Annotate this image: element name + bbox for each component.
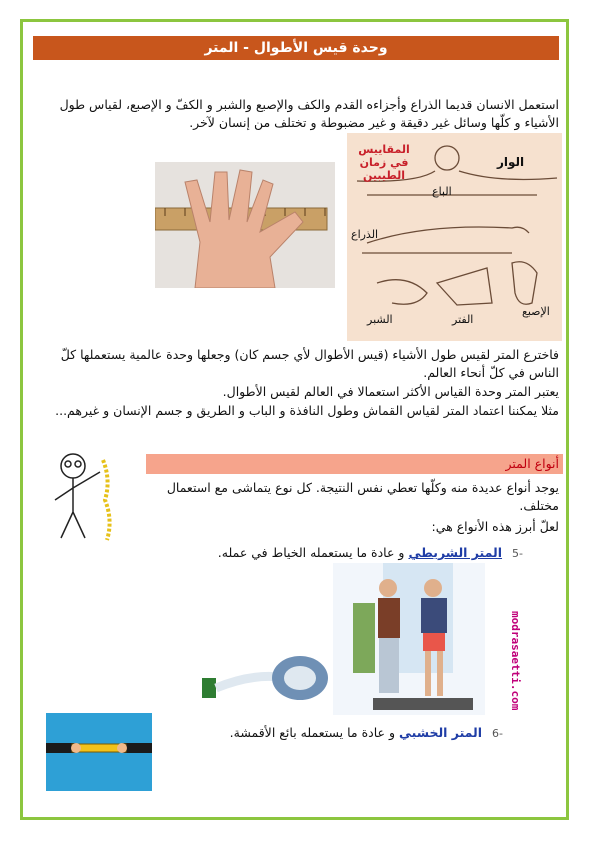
wooden-ruler-image (46, 713, 152, 791)
label-dhiraa: الذراع (351, 228, 379, 241)
item-name: المتر الشريطي (408, 545, 503, 560)
illustration-heading: المقاييس في زمان الطيبين (358, 143, 410, 182)
tailor-image (333, 563, 485, 715)
item-number: -6 (492, 727, 503, 740)
paragraph-examples: مثلا يمكننا اعتماد المتر لقياس القماش وطول النافذة و الباب و الطريق و جسم الإنسان و غيرهم... (55, 403, 559, 418)
watermark: modrasaetti.com (509, 610, 522, 710)
label-war: الوار (497, 155, 525, 169)
section-paragraph-types: يوجد أنواع عديدة منه وكلّها تعطي نفس النتيجة. كل نوع يتماشى مع استعمال مختلف. (166, 480, 559, 513)
label-baa: الباع (432, 185, 452, 198)
label-isbaa: الإصبع (522, 305, 550, 318)
paragraph-most-used: يعتبر المتر وحدة القياس الأكثر استعمالا في العالم لقيس الأطوال. (222, 384, 559, 399)
item-text: و عادة ما يستعمله بائع الأقمشة. (229, 725, 395, 740)
hand-ruler-image (155, 162, 335, 288)
item-number: -5 (512, 547, 523, 560)
label-fitr: الفتر (452, 313, 474, 326)
body-measures-illustration (347, 133, 562, 341)
tape-measure-image (200, 640, 330, 710)
label-shibr: الشبر (367, 313, 393, 326)
section-paragraph-main-types: لعلّ أبرز هذه الأنواع هي: (431, 519, 559, 534)
list-item-tape-measure (218, 545, 523, 560)
page-title: وحدة قيس الأطوال - المتر (33, 36, 559, 60)
item-name: المتر الخشبي (398, 725, 483, 740)
stick-figure-image (45, 450, 123, 542)
section-title-types: أنواع المتر (146, 454, 563, 474)
list-item-wooden-meter (230, 725, 503, 740)
item-text: و عادة ما يستعمله الخياط في عمله. (217, 545, 405, 560)
paragraph-invention: فاخترع المتر لقيس طول الأشياء (قيس الأطوال لأي جسم كان) وجعلها وحدة عالمية يستعملها كلّ الناس في كلّ أنحاء العالم. (60, 347, 559, 380)
intro-paragraph: استعمل الانسان قديما الذراع وأجزاءه القدم والكف والإصبع والشبر و الكفّ و الإصبع، لقياس طول الأشياء و كلّها وسائل غير دقيقة و غير مضبوطة و تختلف من إنسان لآخر. (59, 97, 559, 130)
